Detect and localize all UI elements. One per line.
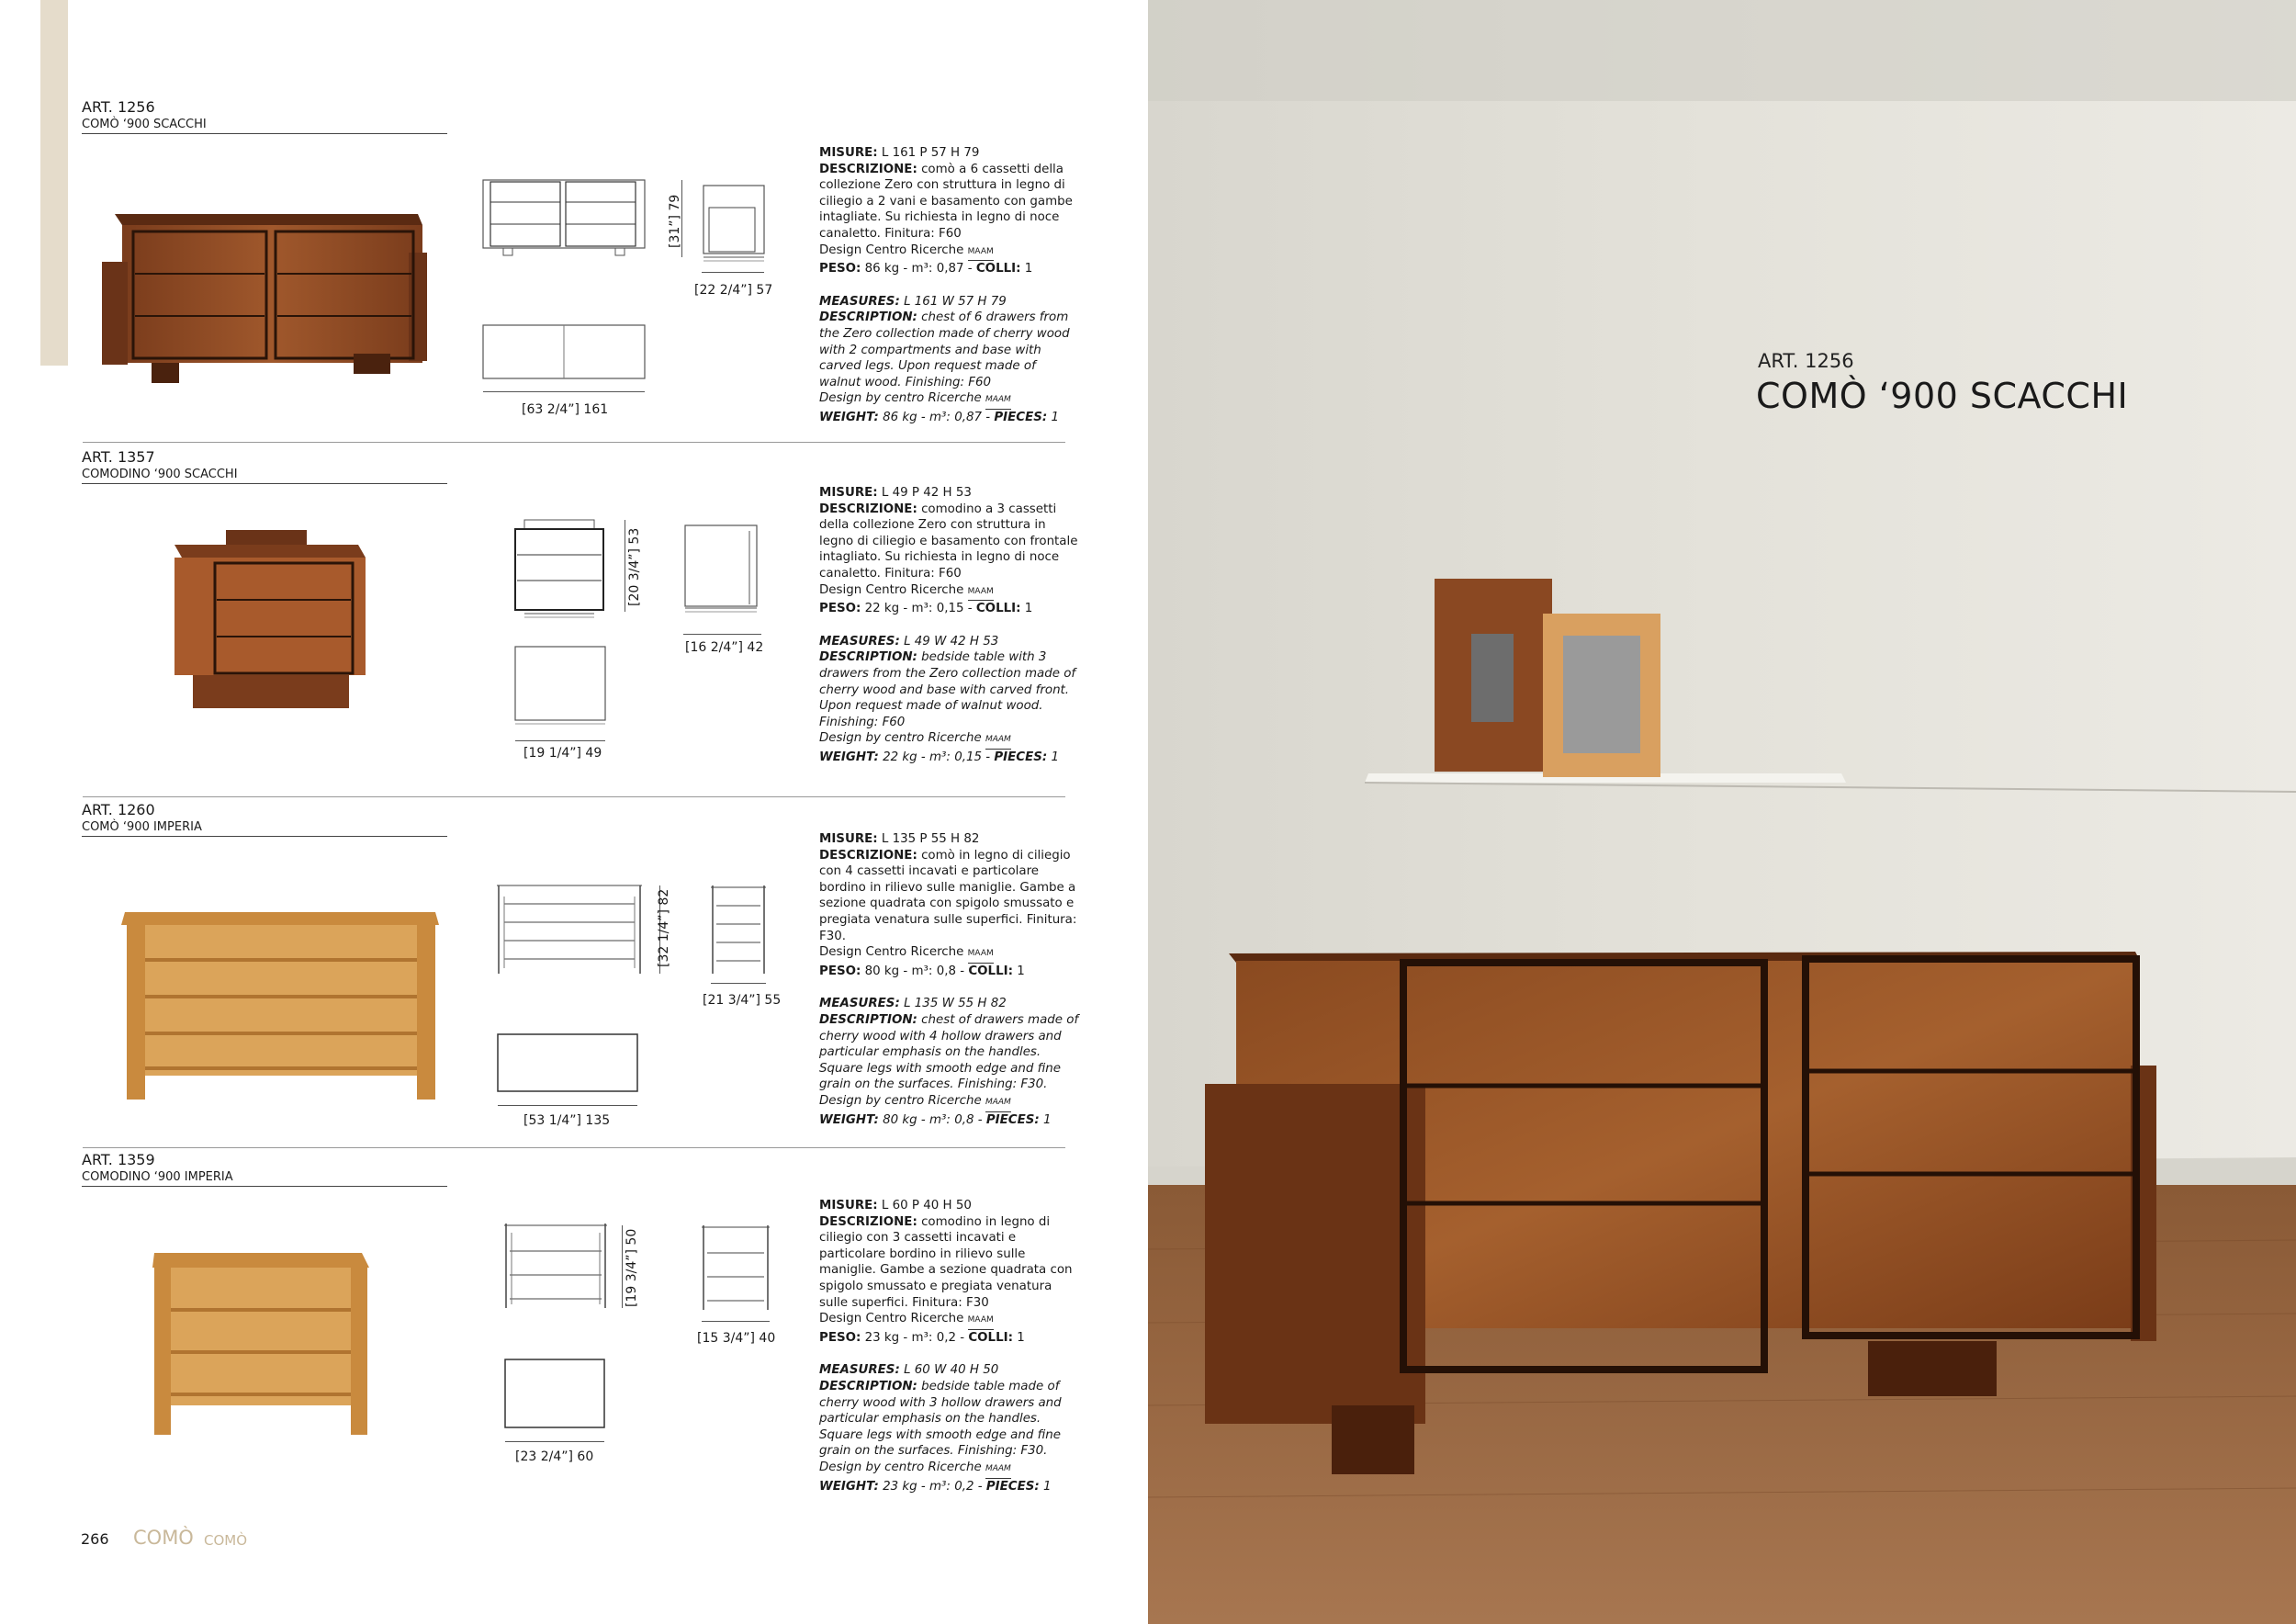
- drawing-side-view: [680, 522, 767, 623]
- value-misure: L 60 P 40 H 50: [877, 1199, 972, 1212]
- label-description: DESCRIPTION:: [819, 650, 917, 665]
- spec-english: [819, 1362, 1081, 1494]
- value-pieces: 1: [1039, 1112, 1052, 1127]
- label-peso: PESO:: [819, 262, 861, 276]
- value-peso: 80 kg - m³: 0,8 -: [861, 964, 969, 978]
- spec-block: [819, 485, 1081, 766]
- label-pieces: PIECES:: [985, 1112, 1040, 1127]
- value-description: bedside table made of cherry wood with 3 hollow drawers and particular emphasis on the handles. Square legs with smooth edge and fine grain on the surfaces. Finishing: F30.: [819, 1379, 1062, 1459]
- value-descrizione: comò in legno di ciliegio con 4 cassetti incavati e particolare bordino in rilievo sulle maniglie. Gambe a sezione quadrata con spigolo smussato e pregiata venatura sulle superfici. Finitura: F30.: [819, 848, 1077, 943]
- product-name: COMODINO ‘900 SCACCHI: [82, 468, 238, 481]
- label-measures: MEASURES:: [819, 997, 900, 1011]
- page-number: 266: [81, 1530, 109, 1548]
- design-credit: Design Centro Ricerche: [819, 945, 968, 960]
- dimension-width: [23 2/4”] 60: [515, 1449, 594, 1464]
- dimension-line: [505, 1441, 604, 1442]
- value-pieces: 1: [1047, 750, 1060, 764]
- hero-photo-page: [1148, 0, 2296, 1624]
- label-description: DESCRIPTION:: [819, 1012, 917, 1027]
- brand-logo: MAAM: [985, 732, 1011, 750]
- dimension-height: [20 3/4”] 53: [627, 527, 642, 606]
- spec-block: [819, 831, 1081, 1128]
- label-colli: COLLI:: [968, 1330, 1013, 1345]
- product-art-number: ART. 1256: [82, 98, 155, 116]
- spec-italian: [819, 145, 1081, 277]
- value-weight: 23 kg - m³: 0,2 -: [878, 1479, 986, 1494]
- drawing-side-view: [698, 1222, 773, 1314]
- drawing-front-view: [510, 516, 611, 622]
- brand-logo: MAAM: [968, 1313, 994, 1330]
- dimension-line: [702, 272, 764, 273]
- brand-logo: MAAM: [968, 946, 994, 964]
- product-heading: [82, 1151, 233, 1186]
- label-peso: PESO:: [819, 964, 861, 978]
- brand-logo: MAAM: [968, 584, 994, 602]
- value-pieces: 1: [1039, 1479, 1052, 1494]
- spec-italian: [819, 485, 1081, 617]
- dimension-line: [498, 1105, 637, 1106]
- label-weight: WEIGHT:: [819, 750, 879, 764]
- label-weight: WEIGHT:: [819, 1112, 879, 1127]
- label-colli: COLLI:: [968, 964, 1013, 978]
- label-descrizione: DESCRIZIONE:: [819, 502, 917, 516]
- product-photo-comodino-imperia: [149, 1238, 374, 1440]
- value-description: chest of 6 drawers from the Zero collection made of cherry wood with 2 compartments and base with carved legs. Upon request made of walnut wood. Finishing: F60: [819, 310, 1070, 389]
- section-separator: [83, 796, 1065, 797]
- value-peso: 23 kg - m³: 0,2 -: [861, 1330, 969, 1345]
- value-measures: L 60 W 40 H 50: [899, 1363, 999, 1378]
- spec-block: [819, 145, 1081, 426]
- product-photo-como-imperia: [118, 905, 444, 1102]
- brand-logo: MAAM: [985, 1461, 1011, 1479]
- label-colli: COLLI:: [975, 262, 1021, 276]
- label-weight: WEIGHT:: [819, 410, 879, 424]
- label-measures: MEASURES:: [819, 634, 900, 648]
- dimension-depth: [15 3/4”] 40: [697, 1331, 776, 1346]
- label-measures: MEASURES:: [819, 294, 900, 309]
- design-credit: Design Centro Ricerche: [819, 1312, 968, 1326]
- product-art-number: ART. 1359: [82, 1151, 155, 1168]
- spec-english: [819, 996, 1081, 1128]
- dimension-width: [53 1/4”] 135: [523, 1113, 611, 1128]
- dimension-height: [31”] 79: [668, 194, 682, 248]
- design-credit: Design by centro Ricerche: [819, 731, 985, 746]
- drawing-top-view: [492, 1031, 644, 1095]
- drawing-top-view: [478, 321, 652, 386]
- value-measures: L 49 W 42 H 53: [899, 634, 999, 648]
- value-weight: 86 kg - m³: 0,87 -: [878, 410, 995, 424]
- dimension-line: [702, 1321, 770, 1322]
- dimension-height: [19 3/4”] 50: [625, 1228, 639, 1307]
- brand-logo: MAAM: [968, 244, 994, 262]
- value-pieces: 1: [1047, 410, 1060, 424]
- product-heading: [82, 801, 202, 836]
- drawing-front-view: [478, 175, 652, 266]
- label-peso: PESO:: [819, 602, 861, 616]
- dimension-line: [683, 634, 761, 635]
- section-separator: [83, 442, 1065, 443]
- label-misure: MISURE:: [819, 1199, 878, 1212]
- product-photo-comodino-scacchi: [165, 528, 372, 721]
- label-misure: MISURE:: [819, 486, 878, 500]
- product-name: COMÒ ‘900 SCACCHI: [82, 118, 207, 131]
- hero-photo-como-scacchi: [1148, 0, 2296, 1624]
- heading-rule: [82, 133, 447, 134]
- value-description: bedside table with 3 drawers from the Zero collection made of cherry wood and base with carved front. Upon request made of walnut wood. Finishing: F60: [819, 650, 1076, 729]
- dimension-width: [63 2/4”] 161: [522, 402, 609, 417]
- label-pieces: PIECES:: [994, 750, 1048, 764]
- label-weight: WEIGHT:: [819, 1479, 879, 1494]
- value-measures: L 135 W 55 H 82: [899, 997, 1007, 1011]
- heading-rule: [82, 483, 447, 484]
- value-colli: 1: [1012, 964, 1025, 978]
- product-name: COMODINO ‘900 IMPERIA: [82, 1170, 233, 1184]
- value-colli: 1: [1012, 1330, 1025, 1345]
- value-measures: L 161 W 57 H 79: [899, 294, 1007, 309]
- value-colli: 1: [1020, 262, 1033, 276]
- label-peso: PESO:: [819, 1330, 861, 1345]
- value-misure: L 161 P 57 H 79: [877, 146, 980, 160]
- dimension-depth: [16 2/4”] 42: [685, 640, 764, 655]
- dimension-line: [622, 1225, 623, 1308]
- brand-logo: MAAM: [985, 1095, 1011, 1112]
- heading-rule: [82, 836, 447, 837]
- spec-english: [819, 294, 1081, 426]
- footer-section-title: COMÒ: [133, 1527, 194, 1549]
- product-photo-como-scacchi: [96, 207, 432, 390]
- design-credit: Design Centro Ricerche: [819, 242, 968, 257]
- value-misure: L 135 P 55 H 82: [877, 832, 980, 846]
- label-misure: MISURE:: [819, 832, 878, 846]
- spec-english: [819, 634, 1081, 766]
- heading-rule: [82, 1186, 447, 1187]
- section-separator: [83, 1147, 1065, 1148]
- dimension-depth: [22 2/4”] 57: [694, 283, 773, 298]
- design-credit: Design Centro Ricerche: [819, 582, 968, 597]
- value-description: chest of drawers made of cherry wood with 4 hollow drawers and particular emphasis on the handles. Square legs with smooth edge and fine grain on the surfaces. Finishing: F30.: [819, 1012, 1079, 1092]
- dimension-height: [32 1/4”] 82: [657, 888, 671, 967]
- section-tab: [25, 0, 68, 366]
- product-art-number: ART. 1260: [82, 801, 155, 818]
- label-colli: COLLI:: [975, 602, 1021, 616]
- label-description: DESCRIPTION:: [819, 1379, 917, 1393]
- label-descrizione: DESCRIZIONE:: [819, 162, 917, 176]
- drawing-front-view: [491, 880, 652, 976]
- dimension-line: [711, 983, 766, 984]
- dimension-width: [19 1/4”] 49: [523, 746, 602, 761]
- product-heading: [82, 448, 238, 483]
- value-weight: 80 kg - m³: 0,8 -: [878, 1112, 986, 1127]
- value-peso: 86 kg - m³: 0,87 -: [861, 262, 976, 276]
- label-description: DESCRIPTION:: [819, 310, 917, 325]
- label-descrizione: DESCRIZIONE:: [819, 848, 917, 863]
- label-pieces: PIECES:: [994, 410, 1048, 424]
- value-descrizione: comò a 6 cassetti della collezione Zero con struttura in legno di ciliegio a 2 vani e basamento con gambe intagliate. Su richiesta in legno di noce canaletto. Finitura: F60: [819, 162, 1073, 241]
- label-measures: MEASURES:: [819, 1363, 900, 1378]
- product-heading: [82, 98, 207, 133]
- hero-product-name: COMÒ ‘900 SCACCHI: [1756, 376, 2129, 416]
- drawing-top-view: [500, 1356, 610, 1434]
- spec-block: [819, 1198, 1081, 1494]
- design-credit: Design by centro Ricerche: [819, 1460, 985, 1474]
- label-pieces: PIECES:: [985, 1479, 1040, 1494]
- value-misure: L 49 P 42 H 53: [877, 486, 972, 500]
- footer-section-subtitle: COMÒ: [204, 1532, 248, 1549]
- drawing-front-view: [501, 1220, 611, 1312]
- design-credit: Design by centro Ricerche: [819, 1093, 985, 1108]
- spec-italian: [819, 831, 1081, 979]
- drawing-top-view: [510, 643, 620, 730]
- dimension-line: [515, 740, 605, 741]
- section-tab-label: CLASSIC: [25, 52, 43, 131]
- value-descrizione: comodino in legno di ciliegio con 3 cassetti incavati e particolare bordino in rilievo sulle maniglie. Gambe a sezione quadrata con spigolo smussato e pregiata venatura sulle superfici. Finitura: F30: [819, 1214, 1073, 1310]
- product-art-number: ART. 1357: [82, 448, 155, 466]
- value-descrizione: comodino a 3 cassetti della collezione Zero con struttura in legno di ciliegio e basamento con frontale intagliato. Su richiesta in legno di noce canaletto. Finitura: F60: [819, 502, 1078, 581]
- brand-logo: MAAM: [985, 392, 1011, 410]
- product-name: COMÒ ‘900 IMPERIA: [82, 820, 202, 834]
- value-colli: 1: [1020, 602, 1033, 616]
- drawing-side-view: [698, 182, 771, 274]
- dimension-depth: [21 3/4”] 55: [703, 993, 782, 1008]
- label-misure: MISURE:: [819, 146, 878, 160]
- value-weight: 22 kg - m³: 0,15 -: [878, 750, 995, 764]
- drawing-side-view: [707, 882, 771, 978]
- label-descrizione: DESCRIZIONE:: [819, 1214, 917, 1229]
- value-peso: 22 kg - m³: 0,15 -: [861, 602, 976, 616]
- spec-italian: [819, 1198, 1081, 1346]
- dimension-line: [483, 391, 645, 392]
- design-credit: Design by centro Ricerche: [819, 391, 985, 406]
- hero-art-number: ART. 1256: [1758, 350, 1854, 372]
